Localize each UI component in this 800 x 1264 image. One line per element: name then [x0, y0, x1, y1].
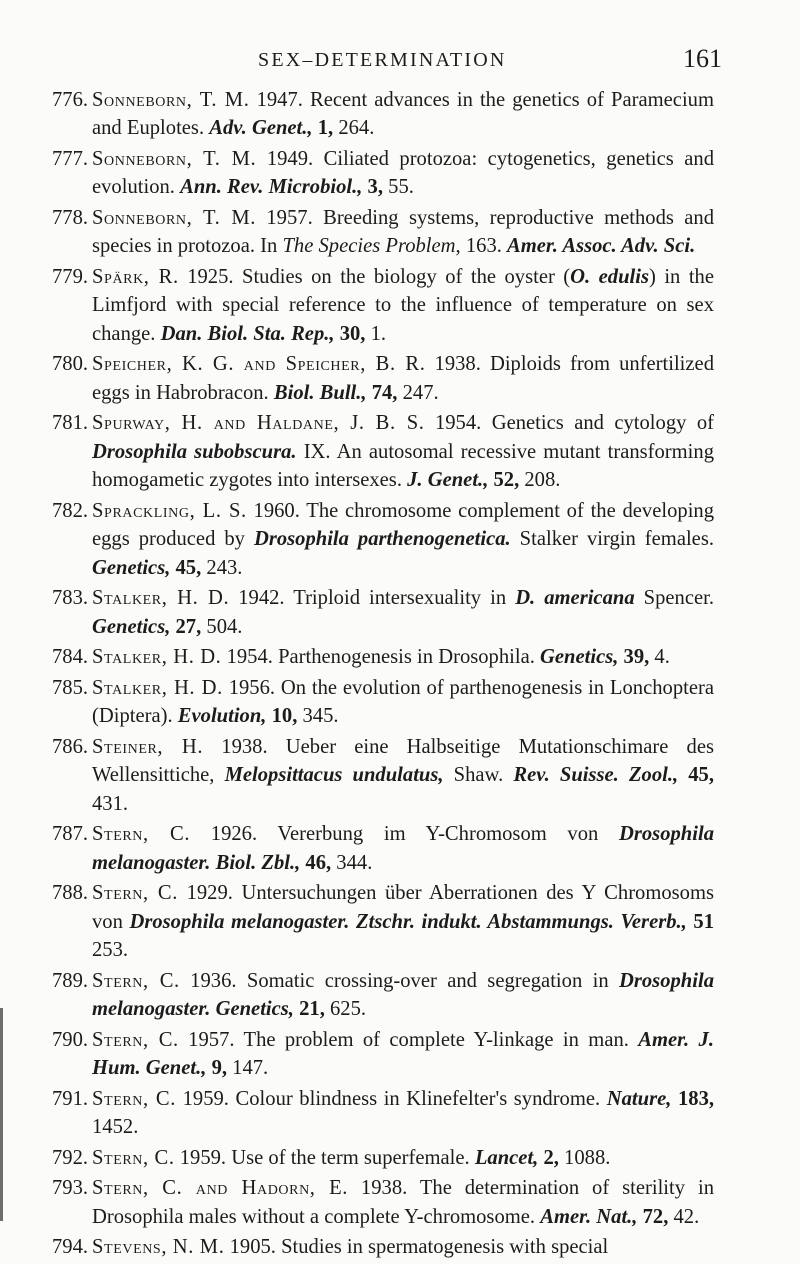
reference-author: Stalker, H. D.: [92, 676, 223, 699]
reference-journal: Genetics,: [92, 556, 171, 579]
reference-pages: 625.: [324, 998, 367, 1021]
reference-volume: 45,: [170, 556, 202, 579]
reference-journal: Amer. Assoc. Adv. Sci.: [507, 235, 696, 258]
reference-species: Drosophila melanogaster.: [129, 910, 350, 933]
reference-volume: 30,: [334, 322, 366, 345]
reference-text: 1905. Studies in spermatogenesis with special: [224, 1236, 609, 1259]
reference-author: Stern, C.: [92, 1028, 179, 1051]
reference-author: Sprackling, L. S.: [92, 499, 247, 522]
reference-journal: Nature,: [606, 1087, 672, 1110]
reference-volume: 9,: [206, 1057, 228, 1080]
reference-text: 1925. Studies on the biology of the oyster (: [178, 266, 571, 288]
reference-pages: 147.: [227, 1057, 269, 1080]
reference-text-continued: ) in the Limfjord with special reference to the influence of temperature on sex change.: [92, 266, 714, 345]
reference-author: Spurway, H. and Haldane, J. B. S.: [92, 412, 425, 435]
reference-text-continued: , 163.: [455, 235, 508, 258]
reference-number: 788.: [52, 882, 89, 905]
reference-species: Drosophila melanogaster.: [92, 823, 714, 874]
reference-author: Stevens, N. M.: [92, 1236, 225, 1259]
reference-entry: [52, 1174, 714, 1231]
reference-pages: 345.: [297, 705, 339, 728]
reference-volume: 1,: [312, 117, 334, 140]
reference-number: 787.: [52, 823, 89, 846]
reference-volume: 183,: [671, 1087, 715, 1110]
reference-journal: Amer. Nat.,: [540, 1205, 638, 1228]
reference-entry: [52, 204, 714, 261]
reference-volume: 51: [686, 910, 714, 933]
reference-pages: 431.: [92, 792, 129, 815]
reference-author: Stalker, H. D.: [92, 646, 222, 669]
reference-pages: 1452.: [92, 1116, 139, 1139]
reference-entry: [52, 145, 714, 202]
reference-number: 786.: [52, 735, 89, 758]
reference-author: Spärk, R.: [92, 266, 179, 288]
reference-entry: [52, 1233, 714, 1261]
reference-text-continued: Shaw.: [443, 764, 514, 787]
reference-species: D. americana: [515, 587, 635, 610]
reference-journal: Lancet,: [474, 1146, 539, 1169]
reference-journal: Evolution,: [177, 705, 267, 728]
page-number: 161: [683, 44, 722, 73]
reference-author: Stern, C.: [92, 823, 191, 846]
reference-pages: 4.: [649, 646, 670, 669]
reference-text: 1956. On the evolution of parthenogenesis in Lonchoptera (Diptera).: [92, 676, 714, 728]
reference-list: [52, 86, 714, 1264]
reference-number: 776.: [52, 89, 89, 111]
reference-text: 1960. The chromosome complement of the developing eggs produced by: [92, 499, 715, 551]
reference-text: 1959. Colour blindness in Klinefelter's syndrome.: [176, 1087, 607, 1110]
reference-entry: [52, 350, 714, 407]
reference-entry: [52, 643, 714, 671]
reference-number: 780.: [52, 353, 89, 376]
reference-entry: [52, 1144, 714, 1172]
reference-number: 793.: [52, 1177, 89, 1200]
reference-text: 1938. Ueber eine Halbseitige Mutationschimare des Wellensittiche,: [92, 735, 714, 787]
reference-pages: 243.: [201, 556, 243, 579]
reference-text: 1926. Vererbung im Y-Chromosom von: [190, 823, 619, 846]
reference-journal: Ann. Rev. Microbiol.,: [180, 176, 363, 199]
reference-volume: 74,: [366, 381, 398, 404]
reference-entry: [52, 263, 714, 348]
reference-text: 1959. Use of the term superfemale.: [174, 1146, 475, 1169]
reference-volume: 27,: [170, 615, 202, 638]
reference-pages: 1088.: [558, 1146, 611, 1169]
reference-entry: [52, 86, 714, 143]
reference-author: Sonneborn, T. M.: [92, 89, 250, 111]
reference-entry: [52, 1026, 714, 1083]
reference-journal: Biol. Bull.,: [273, 381, 367, 404]
reference-author: Stern, C.: [92, 969, 180, 992]
reference-volume: 45,: [678, 764, 714, 787]
reference-number: 794.: [52, 1236, 89, 1259]
page-header: [0, 44, 800, 78]
reference-volume: 39,: [618, 646, 650, 669]
reference-pages: 344.: [331, 851, 373, 874]
reference-journal: J. Genet.,: [407, 469, 489, 492]
reference-volume: 3,: [362, 176, 383, 199]
reference-pages: 253.: [92, 939, 129, 962]
reference-pages: 247.: [397, 381, 439, 404]
reference-entry: [52, 1085, 714, 1142]
reference-journal: Dan. Biol. Sta. Rep.,: [160, 322, 335, 345]
reference-author: Stern, C.: [92, 1146, 175, 1169]
reference-text: 1938. Diploids from unfertilized eggs in Habrobracon.: [92, 353, 714, 404]
reference-species: Drosophila subobscura.: [92, 440, 297, 463]
reference-number: 782.: [52, 499, 89, 522]
reference-text-continued: IX. An autosomal recessive mutant transforming homogametic zygotes into intersexes.: [92, 440, 714, 492]
reference-entry: [52, 733, 714, 818]
reference-volume: 21,: [293, 998, 325, 1021]
reference-journal: Amer. J. Hum. Genet.,: [92, 1028, 714, 1080]
reference-number: 791.: [52, 1087, 89, 1110]
reference-author: Speicher, K. G. and Speicher, B. R.: [92, 353, 426, 376]
reference-text: 1957. The problem of complete Y-linkage in man.: [178, 1028, 639, 1051]
reference-text-continued: Stalker virgin females.: [510, 528, 714, 551]
reference-author: Stern, C.: [92, 1087, 177, 1110]
reference-author: Stern, C. and Hadorn, E.: [92, 1177, 348, 1200]
reference-journal: Rev. Suisse. Zool.,: [513, 764, 679, 787]
reference-number: 779.: [52, 266, 89, 288]
reference-number: 785.: [52, 676, 89, 699]
reference-author: Stalker, H. D.: [92, 587, 230, 610]
reference-pages: 504.: [201, 615, 243, 638]
reference-journal: Genetics,: [92, 615, 171, 638]
reference-number: 792.: [52, 1146, 89, 1169]
reference-number: 781.: [52, 412, 89, 435]
reference-entry: [52, 820, 714, 877]
reference-entry: [52, 879, 714, 964]
reference-number: 783.: [52, 587, 89, 610]
reference-number: 777.: [52, 148, 89, 170]
reference-pages: 1.: [365, 322, 387, 345]
reference-volume: 10,: [266, 705, 298, 728]
reference-journal: Biol. Zbl.,: [215, 851, 301, 874]
running-title: SEX–DETERMINATION: [258, 49, 507, 71]
reference-number: 778.: [52, 207, 89, 229]
reference-entry: [52, 967, 714, 1024]
page-edge-shadow: [0, 1008, 3, 1221]
reference-text: 1938. The determination of sterility in Drosophila males without a complete Y-chromosome.: [92, 1177, 714, 1228]
reference-species: Melopsittacus undulatus,: [224, 764, 444, 787]
reference-text: 1947. Recent advances in the genetics of Paramecium and Euplotes.: [92, 89, 714, 140]
reference-volume: 46,: [300, 851, 332, 874]
reference-number: 789.: [52, 969, 89, 992]
reference-text: 1954. Parthenogenesis in Drosophila.: [221, 646, 541, 669]
reference-text: 1954. Genetics and cytology of: [424, 412, 714, 435]
reference-text-continued: Spencer.: [634, 587, 714, 610]
reference-pages: 55.: [383, 176, 414, 199]
reference-species: O. edulis: [570, 266, 649, 288]
reference-entry: [52, 584, 714, 641]
reference-journal: Ztschr. indukt. Abstammungs. Vererb.,: [356, 910, 687, 933]
reference-volume: 72,: [637, 1205, 669, 1228]
reference-text: 1942. Triploid intersexuality in: [229, 587, 516, 610]
reference-pages: 264.: [333, 117, 375, 140]
reference-journal: Genetics,: [540, 646, 619, 669]
reference-volume: 2,: [538, 1146, 559, 1169]
reference-text: 1936. Somatic crossing-over and segregation in: [179, 969, 619, 992]
reference-entry: [52, 409, 714, 494]
reference-entry: [52, 497, 714, 582]
reference-text: 1957. Breeding systems, reproductive methods and species in protozoa. In: [92, 207, 714, 258]
reference-author: Steiner, H.: [92, 735, 204, 758]
reference-author: Stern, C.: [92, 882, 179, 905]
reference-author: Sonneborn, T. M.: [92, 148, 257, 170]
reference-author: Sonneborn, T. M.: [92, 207, 257, 229]
reference-species: Drosophila parthenogenetica.: [253, 528, 511, 551]
reference-pages: 208.: [519, 469, 561, 492]
reference-text: 1949. Ciliated protozoa: cytogenetics, genetics and evolution.: [92, 148, 714, 199]
reference-journal: Adv. Genet.,: [209, 117, 313, 140]
reference-title-italic: The Species Problem: [282, 235, 456, 258]
reference-number: 790.: [52, 1028, 89, 1051]
reference-species: Drosophila melanogaster.: [92, 969, 714, 1021]
reference-text: 1929. Untersuchungen über Aberrationen des Y Chromosoms von: [92, 882, 715, 933]
reference-volume: 52,: [488, 469, 520, 492]
reference-number: 784.: [52, 646, 89, 669]
reference-journal: Genetics,: [215, 998, 294, 1021]
reference-entry: [52, 674, 714, 731]
reference-pages: 42.: [668, 1205, 700, 1228]
